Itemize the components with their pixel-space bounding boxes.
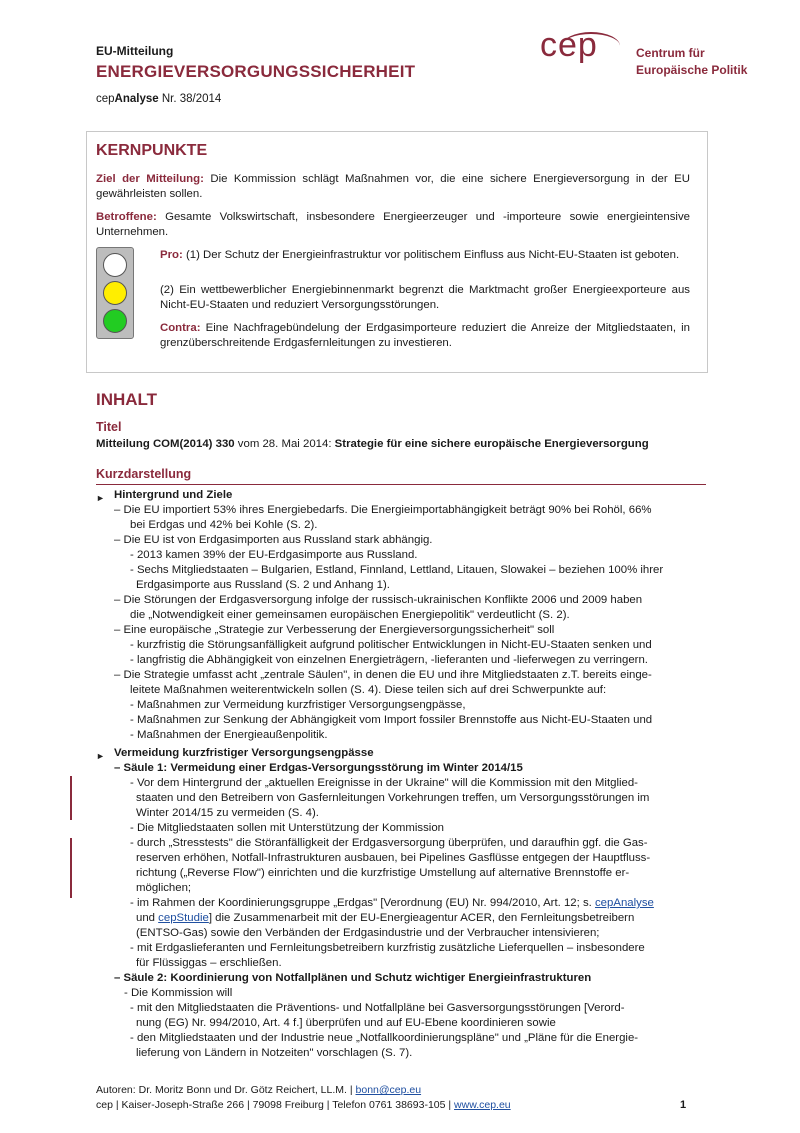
list-item: - Die Mitgliedstaaten sollen mit Unterstützung der Kommission xyxy=(130,822,445,834)
logo-line1: Centrum für xyxy=(636,46,705,60)
list-item: die „Notwendigkeit einer gemeinsamen europäischen Energiepolitik" verdeutlicht (S. 2). xyxy=(130,609,570,621)
list-item: - den Mitgliedstaaten und der Industrie neue „Notfallkoordinierungspläne" und „Pläne für die Energie- xyxy=(130,1032,639,1044)
traffic-light-icon xyxy=(96,247,134,339)
list-item: reserven erhöhen, Notfall-Infrastrukturen ausbauen, bei Pipelines Gasflüsse entgegen der Hauptfluss- xyxy=(136,852,651,864)
issue-number xyxy=(96,92,221,107)
list-item: - durch „Stresstests" die Störanfälligkeit der Erdgasversorgung überprüfen, und daraufhin ggf. die Gas- xyxy=(130,837,648,849)
titel-date: vom 28. Mai 2014: xyxy=(234,438,335,450)
list-item: für Flüssiggas – erschließen. xyxy=(136,957,282,969)
page-number: 1 xyxy=(680,1099,687,1111)
contra-label: Contra: xyxy=(160,322,201,334)
document-type: EU-Mitteilung xyxy=(96,44,174,58)
ziel-label: Ziel der Mitteilung: xyxy=(96,173,204,185)
inhalt-heading: INHALT xyxy=(96,390,158,409)
section-heading: Vermeidung kurzfristiger Versorgungsengpässe xyxy=(114,747,374,759)
section-triangle-icon: ► xyxy=(96,751,105,761)
footer-email-link[interactable]: bonn@cep.eu xyxy=(355,1084,422,1096)
list-item: richtung („Reverse Flow") einrichten und die kurzfristige Umstellung auf alternative Brennstoffe er- xyxy=(136,867,630,879)
traffic-light-yellow xyxy=(103,281,127,305)
titel-com: Mitteilung COM(2014) 330 xyxy=(96,438,235,450)
list-item-text: und xyxy=(136,912,159,924)
margin-bar xyxy=(70,838,72,898)
betroffene-text: Gesamte Volkswirtschaft, insbesondere Energieerzeuger und -importeure sowie energieintensive Unternehmen. xyxy=(96,211,690,239)
kurzdarstellung-heading: Kurzdarstellung xyxy=(96,467,192,481)
list-item xyxy=(130,896,654,911)
list-item-text: ] die Zusammenarbeit mit der EU-Energieagentur ACER, den Fernleitungsbetreibern xyxy=(208,912,635,924)
list-item: - mit den Mitgliedstaaten die Präventions- und Notfallpläne bei Gasversorgungsstörungen [Verord- xyxy=(130,1002,625,1014)
list-item: – Die EU importiert 53% ihres Energiebedarfs. Die Energieimportabhängigkeit beträgt 90% bei Rohöl, 66% xyxy=(114,504,652,516)
issue-bold: Analyse xyxy=(114,93,159,105)
list-item: – Die Störungen der Erdgasversorgung infolge der russisch-ukrainischen Konflikte 2006 und 2009 haben xyxy=(114,594,643,606)
footer-web-link[interactable]: www.cep.eu xyxy=(454,1099,511,1111)
footer-authors-text: Autoren: Dr. Moritz Bonn und Dr. Götz Reichert, LL.M. | xyxy=(96,1084,356,1096)
subsection-heading: – Säule 1: Vermeidung einer Erdgas-Versorgungsstörung im Winter 2014/15 xyxy=(114,762,523,774)
cep-logo xyxy=(536,26,766,100)
ziel-text: Die Kommission schlägt Maßnahmen vor, die eine sichere Energieversorgung in der EU gewährleisten sollen. xyxy=(96,173,690,201)
list-item: - Maßnahmen zur Senkung der Abhängigkeit vom Import fossiler Brennstoffe aus Nicht-EU-Staaten und xyxy=(130,714,653,726)
pro-1-text: (1) Der Schutz der Energieinfrastruktur vor politischem Einfluss aus Nicht-EU-Staaten ist geboten. xyxy=(182,249,680,261)
contra-paragraph xyxy=(160,321,690,351)
list-item: - Sechs Mitgliedstaaten – Bulgarien, Estland, Finnland, Lettland, Litauen, Slowakei – beziehen 100% ihrer xyxy=(130,564,664,576)
list-item: - Maßnahmen zur Vermeidung kurzfristiger Versorgungsengpässe, xyxy=(130,699,466,711)
list-item: lieferung von Ländern in Notzeiten" vorschlagen (S. 7). xyxy=(136,1047,413,1059)
section-triangle-icon: ► xyxy=(96,493,105,503)
pro-1-paragraph xyxy=(160,248,690,263)
titel-line xyxy=(96,437,649,452)
betroffene-label: Betroffene: xyxy=(96,211,157,223)
issue-prefix: cep xyxy=(96,93,115,105)
list-item: Erdgasimporte aus Russland (S. 2 und Anhang 1). xyxy=(136,579,390,591)
kernpunkte-title: KERNPUNKTE xyxy=(96,142,208,159)
document-title: ENERGIEVERSORGUNGSSICHERHEIT xyxy=(96,62,416,81)
list-item: - Vor dem Hintergrund der „aktuellen Ereignisse in der Ukraine" will die Kommission mit den Mitglied- xyxy=(130,777,638,789)
traffic-light-white xyxy=(103,253,127,277)
margin-bar xyxy=(70,776,72,820)
heading-rule xyxy=(96,484,706,485)
list-item: - 2013 kamen 39% der EU-Erdgasimporte aus Russland. xyxy=(130,549,418,561)
list-item: - kurzfristig die Störungsanfälligkeit aufgrund politischer Entwicklungen in Nicht-EU-Staaten senken und xyxy=(130,639,652,651)
list-item: nung (EG) Nr. 994/2010, Art. 4 f.] überprüfen und auf EU-Ebene koordinieren sowie xyxy=(136,1017,556,1029)
footer-address-text: cep | Kaiser-Joseph-Straße 266 | 79098 Freiburg | Telefon 0761 38693-105 | xyxy=(96,1099,455,1111)
list-item: - Die Kommission will xyxy=(124,987,233,999)
list-item: – Die Strategie umfasst acht „zentrale Säulen", in denen die EU und ihre Mitgliedstaaten z.T. bereits einge- xyxy=(114,669,652,681)
list-item: - Maßnahmen der Energieaußenpolitik. xyxy=(130,729,328,741)
logo-line2: Europäische Politik xyxy=(636,63,748,77)
contra-text: Eine Nachfragebündelung der Erdgasimporteure reduziert die Anreize der Mitgliedstaaten, in grenzüberschreitende Erdgasfernleitungen zu investieren. xyxy=(160,322,690,350)
list-item: – Die EU ist von Erdgasimporten aus Russland stark abhängig. xyxy=(114,534,433,546)
issue-rest: Nr. 38/2014 xyxy=(158,93,222,105)
list-item: - mit Erdgaslieferanten und Fernleitungsbetreibern kurzfristig zusätzliche Lieferquellen – insbesondere xyxy=(130,942,645,954)
list-item: - langfristig die Abhängigkeit von einzelnen Energieträgern, -lieferanten und -lieferwegen zu verringern. xyxy=(130,654,648,666)
pro-2-paragraph: (2) Ein wettbewerblicher Energiebinnenmarkt begrenzt die Marktmacht großer Energieexporteure aus Nicht-EU-Staaten und reduziert Versorgungsstörungen. xyxy=(160,284,690,312)
section-heading: Hintergrund und Ziele xyxy=(114,489,233,501)
logo-mark: cep xyxy=(540,26,598,64)
traffic-light-green xyxy=(103,309,127,333)
titel-heading: Titel xyxy=(96,420,122,434)
ziel-paragraph xyxy=(96,172,690,202)
list-item: staaten und den Betreibern von Gasfernleitungen Vorkehrungen treffen, um Versorgungsstörungen im xyxy=(136,792,650,804)
list-item xyxy=(136,911,634,926)
list-item: Winter 2014/15 zu vermeiden (S. 4). xyxy=(136,807,319,819)
footer-authors xyxy=(96,1083,421,1098)
subsection-heading: – Säule 2: Koordinierung von Notfallplänen und Schutz wichtiger Energieinfrastrukturen xyxy=(114,972,592,984)
list-item: (ENTSO-Gas) sowie den Verbänden der Erdgasindustrie und der Verbraucher intensivieren; xyxy=(136,927,600,939)
list-item: – Eine europäische „Strategie zur Verbesserung der Energieversorgungssicherheit" soll xyxy=(114,624,555,636)
betroffene-paragraph xyxy=(96,210,690,240)
list-item-text: - im Rahmen der Koordinierungsgruppe „Erdgas" [Verordnung (EU) Nr. 994/2010, Art. 12; s. xyxy=(130,897,595,909)
pro-label: Pro: xyxy=(160,249,183,261)
cep-studie-link[interactable]: cepStudie xyxy=(158,912,209,924)
list-item: bei Erdgas und 42% bei Kohle (S. 2). xyxy=(130,519,318,531)
list-item: leitete Maßnahmen weiterentwickeln sollen (S. 4). Diese teilen sich auf drei Schwerpunkte auf: xyxy=(130,684,607,696)
footer-address xyxy=(96,1098,511,1113)
list-item: möglichen; xyxy=(136,882,192,894)
titel-strategy: Strategie für eine sichere europäische Energieversorgung xyxy=(334,438,649,450)
cep-analyse-link[interactable]: cepAnalyse xyxy=(594,897,654,909)
